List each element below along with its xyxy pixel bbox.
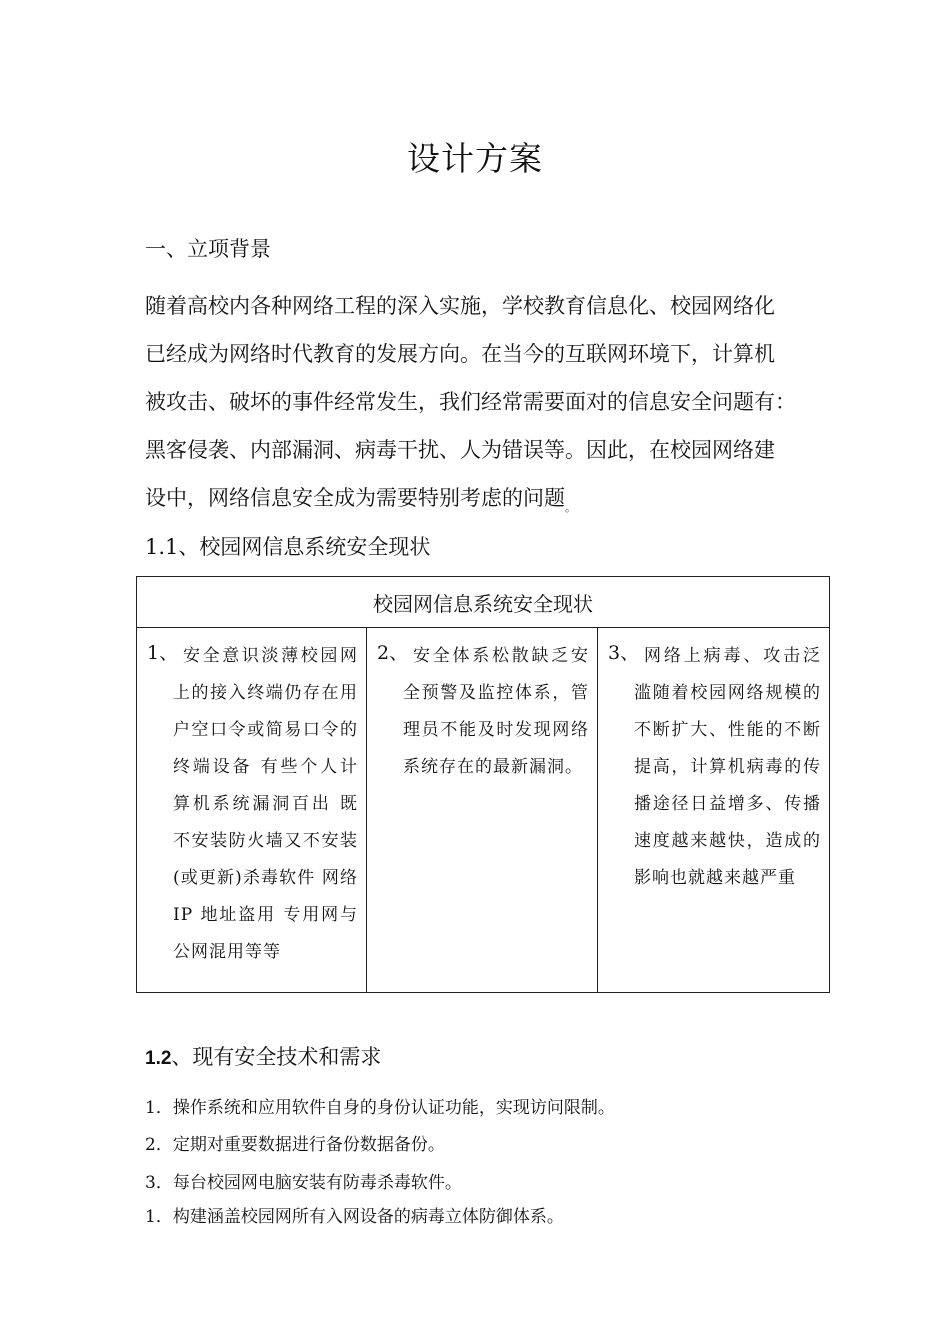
cell-text [147, 638, 358, 971]
security-status-table [136, 576, 830, 993]
requirements-list [145, 1090, 615, 1232]
document-title: 设计方案 [407, 139, 543, 178]
paragraph-line: 已经成为网络时代教育的发展方向。在当今的互联网环境下，计算机 [145, 342, 775, 366]
paragraph-line: 黑客侵袭、内部漏洞、病毒干扰、人为错误等。因此，在校园网络建 [145, 438, 775, 462]
paragraph-end-mark: 。 [565, 501, 576, 514]
paragraph-line-text: 设中，网络信息安全成为需要特别考虑的问题 [145, 486, 565, 510]
paragraph-line: 被攻击、破坏的事件经常发生，我们经常需要面对的信息安全问题有： [145, 390, 796, 414]
section-heading-background: 一、立项背景 [145, 237, 271, 261]
cell-text [608, 638, 821, 897]
cell-number: 3、 [608, 642, 640, 664]
cell-text [377, 638, 589, 786]
cell-number: 1、 [147, 642, 179, 664]
subsection-heading-status: 1.1、校园网信息系统安全现状 [145, 535, 431, 559]
paragraph-line: 随着高校内各种网络工程的深入实施，学校教育信息化、校园网络化 [145, 294, 775, 318]
table-cell [598, 628, 830, 993]
subsection-heading-requirements [145, 1042, 381, 1074]
table-cell [137, 628, 367, 993]
cell-text-content: 网络上病毒、攻击泛滥随着校园网络规模的不断扩大、性能的不断提高，计算机病毒的传播途径日益增多、传播速度越来越快，造成的影响也就越来越严重 [634, 646, 822, 888]
cell-text-content: 安全意识淡薄校园网上的接入终端仍存在用户空口令或简易口令的终端设备 有些个人计算机系统漏洞百出 既不安装防火墙又不安装(或更新)杀毒软件 网络 IP 地址盗用 专用网与公网混用等等 [173, 646, 358, 962]
list-item: 1．构建涵盖校园网所有入网设备的病毒立体防御体系。 [145, 1207, 564, 1227]
list-item: 2．定期对重要数据进行备份数据备份。 [145, 1135, 445, 1155]
heading-number: 1.2 [145, 1048, 172, 1069]
heading-text: 、现有安全技术和需求 [171, 1045, 382, 1069]
table-cell [367, 628, 598, 993]
cell-text-content: 安全体系松散缺乏安全预警及监控体系，管理员不能及时发现网络系统存在的最新漏洞。 [403, 646, 589, 777]
paragraph-line [145, 474, 825, 532]
list-item: 3．每台校园网电脑安装有防毒杀毒软件。 [145, 1173, 462, 1193]
cell-number: 2、 [377, 642, 409, 664]
table-header: 校园网信息系统安全现状 [137, 577, 830, 628]
list-item: 1．操作系统和应用软件自身的身份认证功能，实现访问限制。 [145, 1098, 615, 1118]
background-paragraph [145, 282, 825, 532]
